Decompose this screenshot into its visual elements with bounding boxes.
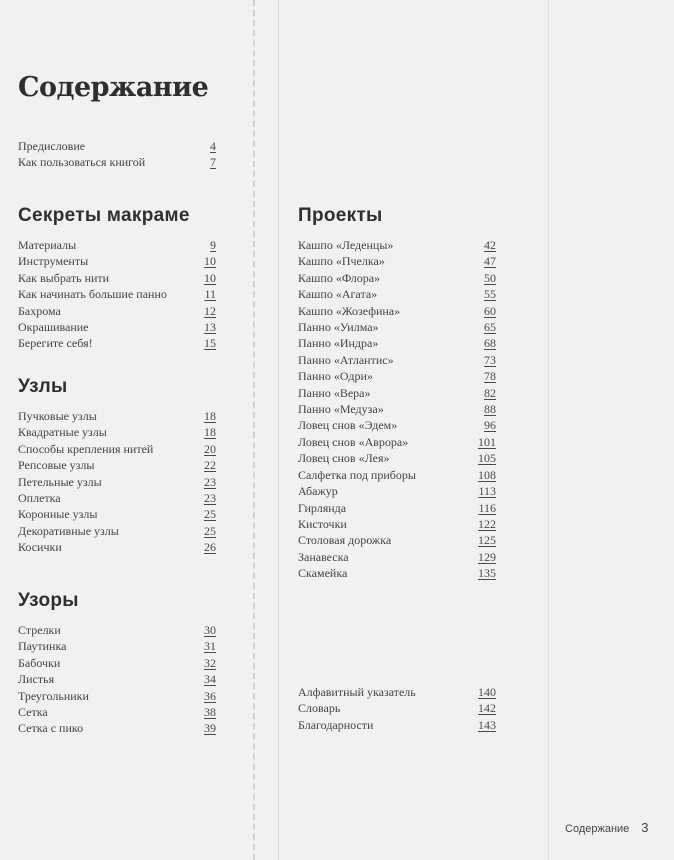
toc-entry-page[interactable]: 9 <box>210 238 216 252</box>
toc-entry[interactable] <box>298 717 496 733</box>
toc-entry-label: Как пользоваться книгой <box>18 155 146 170</box>
toc-entry[interactable] <box>18 237 216 253</box>
section-heading: Секреты макраме <box>18 205 190 226</box>
intro-list <box>18 138 216 171</box>
section-patterns <box>18 590 216 737</box>
toc-entry[interactable] <box>298 700 496 716</box>
toc-entry-page[interactable]: 142 <box>478 701 496 716</box>
toc-entry-page[interactable]: 38 <box>204 705 216 720</box>
toc-entry-page[interactable]: 34 <box>204 672 216 687</box>
toc-entry-label: Кашпо «Агата» <box>298 287 378 302</box>
toc-entry-page[interactable]: 22 <box>204 458 216 473</box>
toc-entry[interactable] <box>18 655 216 671</box>
toc-entry[interactable] <box>298 450 496 466</box>
toc-entry-label: Кашпо «Жозефина» <box>298 303 401 318</box>
toc-entry-label: Гирлянда <box>298 500 347 515</box>
toc-entry[interactable] <box>298 319 496 335</box>
toc-entry-page[interactable]: 135 <box>478 566 496 581</box>
toc-entry-label: Занавеска <box>298 549 349 564</box>
toc-entry[interactable] <box>298 684 496 700</box>
toc-entry[interactable] <box>18 270 216 286</box>
toc-entry[interactable] <box>298 500 496 516</box>
toc-entry-label: Берегите себя! <box>18 336 93 351</box>
toc-entry-label: Как начинать большие панно <box>18 287 167 302</box>
toc-entry-label: Репсовые узлы <box>18 458 95 473</box>
toc-entry-page[interactable]: 12 <box>204 303 216 318</box>
toc-entry[interactable] <box>18 335 216 351</box>
toc-entry-page[interactable]: 4 <box>210 139 216 153</box>
page-footer <box>565 820 649 835</box>
toc-entry[interactable] <box>298 516 496 532</box>
toc-entry-label: Панно «Атлантис» <box>298 352 394 367</box>
toc-entry[interactable] <box>298 385 496 401</box>
toc-entry[interactable] <box>298 368 496 384</box>
toc-entry-page[interactable]: 36 <box>204 688 216 703</box>
toc-entry-label: Листья <box>18 672 55 687</box>
footer-label: Содержание <box>565 823 630 835</box>
toc-entry[interactable] <box>298 565 496 581</box>
toc-entry-page[interactable]: 82 <box>484 385 496 400</box>
toc-entry-label: Коронные узлы <box>18 507 98 522</box>
toc-entry-label: Треугольники <box>18 688 89 703</box>
toc-entry-page[interactable]: 143 <box>478 717 496 732</box>
toc-entry-page[interactable]: 26 <box>204 540 216 555</box>
toc-entry-label: Материалы <box>18 238 77 252</box>
toc-entry-page[interactable]: 78 <box>484 369 496 384</box>
toc-entry-label: Оплетка <box>18 491 61 506</box>
toc-entry-label: Столовая дорожка <box>298 533 392 548</box>
toc-entry[interactable] <box>18 138 216 154</box>
toc-entry-label: Благодарности <box>298 717 374 732</box>
toc-entry-label: Абажур <box>298 484 338 499</box>
toc-entry-page[interactable]: 88 <box>484 402 496 417</box>
toc-entry-label: Декоративные узлы <box>18 523 119 538</box>
toc-entry-label: Стрелки <box>18 623 61 637</box>
section-secrets <box>18 205 216 352</box>
toc-entry-page[interactable]: 20 <box>204 441 216 456</box>
section-knots <box>18 376 216 556</box>
page-fold-line <box>548 0 549 860</box>
toc-entry[interactable] <box>298 467 496 483</box>
toc-entry-label: Инструменты <box>18 254 89 269</box>
page-fold-line <box>278 0 279 860</box>
toc-entry[interactable] <box>298 532 496 548</box>
toc-entry[interactable] <box>18 474 216 490</box>
toc-entry[interactable] <box>18 286 216 302</box>
toc-entry-label: Способы крепления нитей <box>18 441 154 456</box>
toc-entry-page[interactable]: 30 <box>204 623 216 637</box>
toc-entry-page[interactable]: 25 <box>204 507 216 522</box>
toc-entry-page[interactable]: 116 <box>478 500 496 515</box>
toc-entry[interactable] <box>298 237 496 253</box>
toc-entry[interactable] <box>18 441 216 457</box>
toc-entry-page[interactable]: 32 <box>204 655 216 670</box>
toc-entry-page[interactable]: 108 <box>478 467 496 482</box>
toc-entry[interactable] <box>18 253 216 269</box>
toc-entry-page[interactable]: 18 <box>204 425 216 440</box>
toc-entry-page[interactable]: 129 <box>478 549 496 564</box>
toc-entry-label: Квадратные узлы <box>18 425 107 440</box>
toc-entry-label: Панно «Одри» <box>298 369 373 384</box>
toc-entry-label: Сетка с пико <box>18 721 84 736</box>
toc-entry-page[interactable]: 10 <box>204 254 216 269</box>
section-projects <box>298 205 496 582</box>
toc-entry[interactable] <box>18 303 216 319</box>
toc-entry-page[interactable]: 15 <box>204 336 216 351</box>
toc-entry-page[interactable]: 55 <box>484 287 496 302</box>
section-heading: Проекты <box>298 205 383 226</box>
toc-entry-label: Бахрома <box>18 303 61 318</box>
toc-entry[interactable] <box>18 523 216 539</box>
toc-entry-page[interactable]: 18 <box>204 409 216 423</box>
toc-entry-page[interactable]: 7 <box>210 155 216 170</box>
toc-entry-page[interactable]: 23 <box>204 491 216 506</box>
toc-entry-label: Ловец снов «Аврора» <box>298 434 409 449</box>
toc-entry[interactable] <box>18 408 216 424</box>
toc-entry-page[interactable]: 10 <box>204 270 216 285</box>
toc-entry-label: Алфавитный указатель <box>298 685 416 699</box>
toc-entry-page[interactable]: 47 <box>484 254 496 269</box>
toc-entry[interactable] <box>298 335 496 351</box>
toc-entry-label: Сетка <box>18 705 48 720</box>
toc-entry[interactable] <box>298 253 496 269</box>
toc-entry-label: Косички <box>18 540 62 555</box>
toc-entry[interactable] <box>18 720 216 736</box>
toc-entry[interactable] <box>298 352 496 368</box>
toc-entry-label: Панно «Индра» <box>298 336 379 351</box>
toc-entry-page[interactable]: 96 <box>484 418 496 433</box>
section-heading: Узоры <box>18 590 79 611</box>
toc-entry-label: Ловец снов «Лея» <box>298 451 390 466</box>
toc-entry[interactable] <box>18 457 216 473</box>
toc-entry-page[interactable]: 105 <box>478 451 496 466</box>
toc-entry-page[interactable]: 25 <box>204 523 216 538</box>
appendix-list <box>298 684 496 733</box>
toc-entry[interactable] <box>18 154 216 170</box>
toc-entry-page[interactable]: 65 <box>484 320 496 335</box>
toc-entry[interactable] <box>18 638 216 654</box>
toc-entry[interactable] <box>298 549 496 565</box>
toc-entry[interactable] <box>18 622 216 638</box>
toc-entry-page[interactable]: 101 <box>478 434 496 449</box>
toc-entry[interactable] <box>18 539 216 555</box>
toc-entry-label: Ловец снов «Эдем» <box>298 418 398 433</box>
toc-entry-label: Панно «Уилма» <box>298 320 379 335</box>
toc-entry-page[interactable]: 31 <box>204 639 216 654</box>
toc-entry[interactable] <box>18 424 216 440</box>
toc-entry-label: Бабочки <box>18 655 61 670</box>
toc-entry[interactable] <box>18 671 216 687</box>
toc-entry-label: Панно «Вера» <box>298 385 371 400</box>
toc-entry[interactable] <box>18 319 216 335</box>
toc-entry-label: Кашпо «Пчелка» <box>298 254 385 269</box>
toc-entry-label: Кашпо «Леденцы» <box>298 238 394 252</box>
toc-entry-label: Пучковые узлы <box>18 409 97 423</box>
toc-entry[interactable] <box>298 401 496 417</box>
toc-entry[interactable] <box>298 434 496 450</box>
page-title: Содержание <box>18 72 209 103</box>
toc-entry-label: Окрашивание <box>18 320 89 335</box>
toc-entry[interactable] <box>18 490 216 506</box>
toc-entry-page[interactable]: 39 <box>204 721 216 736</box>
toc-entry-label: Словарь <box>298 701 341 716</box>
toc-entry-page[interactable]: 113 <box>478 484 496 499</box>
toc-entry-label: Панно «Медуза» <box>298 402 384 417</box>
toc-entry-page[interactable]: 42 <box>484 238 496 252</box>
toc-entry[interactable] <box>18 704 216 720</box>
toc-entry[interactable] <box>298 483 496 499</box>
toc-entry-label: Паутинка <box>18 639 67 654</box>
toc-entry[interactable] <box>18 506 216 522</box>
toc-entry-page[interactable]: 23 <box>204 474 216 489</box>
toc-entry-label: Предисловие <box>18 139 86 153</box>
toc-entry[interactable] <box>298 270 496 286</box>
section-heading: Узлы <box>18 376 68 397</box>
toc-entry-page[interactable]: 13 <box>204 320 216 335</box>
toc-entry[interactable] <box>298 303 496 319</box>
page-number: 3 <box>641 820 649 835</box>
toc-entry-page[interactable]: 60 <box>484 303 496 318</box>
toc-entry-page[interactable]: 11 <box>204 287 216 302</box>
toc-entry-label: Как выбрать нити <box>18 270 110 285</box>
toc-entry[interactable] <box>18 688 216 704</box>
toc-entry-label: Кисточки <box>298 516 347 531</box>
toc-entry-label: Скамейка <box>298 566 348 581</box>
toc-entry-page[interactable]: 73 <box>484 352 496 367</box>
toc-entry-page[interactable]: 68 <box>484 336 496 351</box>
toc-entry-label: Кашпо «Флора» <box>298 270 381 285</box>
toc-entry-page[interactable]: 50 <box>484 270 496 285</box>
toc-entry[interactable] <box>298 286 496 302</box>
toc-entry[interactable] <box>298 417 496 433</box>
toc-entry-label: Петельные узлы <box>18 474 102 489</box>
page-fold-line <box>253 0 255 860</box>
toc-entry-page[interactable]: 122 <box>478 516 496 531</box>
toc-entry-label: Салфетка под приборы <box>298 467 416 482</box>
toc-entry-page[interactable]: 140 <box>478 685 496 699</box>
toc-entry-page[interactable]: 125 <box>478 533 496 548</box>
